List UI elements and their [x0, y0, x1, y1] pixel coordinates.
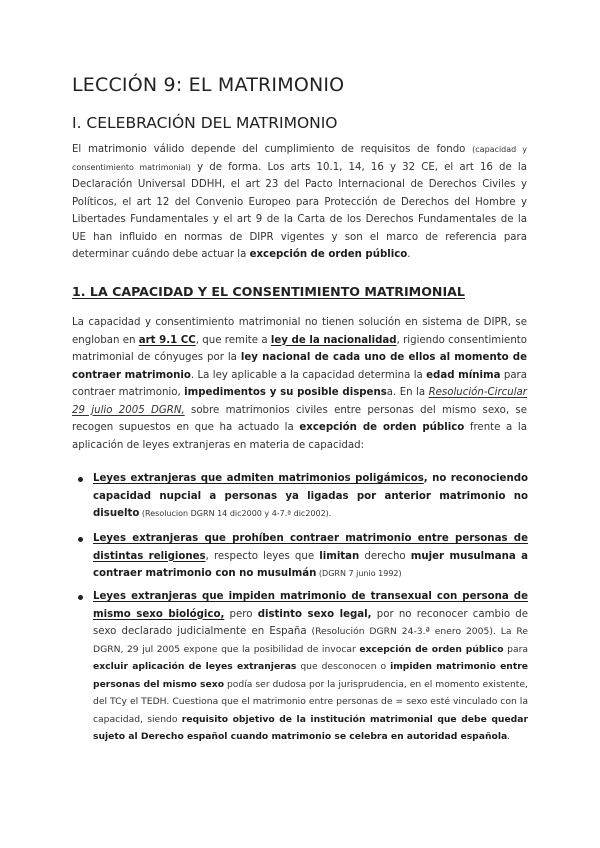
bullet-heading: Leyes extranjeras que prohíben contraer matrimonio entre personas de distintas religiones — [93, 533, 528, 562]
resolution-reference: Resolución-Circular 29 julio 2005 DGRN, — [72, 387, 527, 416]
lesson-title: LECCIÓN 9: EL MATRIMONIO — [72, 74, 345, 96]
intro-paragraph — [72, 141, 527, 264]
bullet-text: podía ser dudosa por la jurisprudencia, en el momento existente, del TCy el TEDH. Cuestiona que el matrimonio entre personas de = sexo esté vinculado con la capacidad, siendo — [93, 678, 528, 725]
bullet-emphasis: requisito objetivo de la institución matrimonial que debe quedar sujeto al Derecho español cuando matrimonio se celebra en autoridad española — [93, 713, 528, 742]
bullet-emphasis: mujer musulmana a contraer matrimonio con no musulmán — [93, 550, 529, 579]
capacity-emphasis: art 9.1 CC — [138, 334, 196, 346]
capacity-emphasis: ley nacional de cada uno de ellos al momento de contraer matrimonio — [72, 352, 527, 381]
intro-text: y de forma. Los arts 10.1, 14, 16 y 32 CE, el art 16 de la Declaración Universal DDHH, el art 23 del Pacto Internacional de Derechos Civiles y Políticos, el art 12 del Convenio Europeo para Protección de Derechos del Hombre y Libertades Fundamentales y el art 9 de la Carta de los Derechos Fundamentales de la UE han influido en normas de DIPR vigentes y son el marco de referencia para determinar cuándo debe actuar la — [72, 161, 527, 260]
list-item — [78, 588, 528, 746]
bullet-list — [78, 470, 528, 523]
bullet-text: que desconocen o — [296, 661, 391, 672]
capacity-emphasis: impedimentos y su posible dispens — [184, 387, 387, 398]
intro-emphasis: excepción de orden público — [249, 249, 408, 260]
capacity-emphasis: edad mínima — [426, 369, 501, 381]
capacity-text: . La ley aplicable a la capacidad determina la — [190, 369, 427, 381]
bullet-emphasis: excluir aplicación de leyes extranjeras — [93, 661, 297, 672]
bullet-emphasis: , no reconociendo capacidad nupcial a personas ya ligadas por anterior matrimonio no disuelto — [93, 473, 528, 519]
bullet-text: derecho — [359, 550, 411, 562]
capacity-text: frente a la aplicación de leyes extranjeras en materia de capacidad: — [72, 422, 527, 451]
bullet-list — [78, 588, 528, 746]
bullet-emphasis: limitan — [319, 550, 360, 562]
bullet-heading: Leyes extranjeras que admiten matrimonios poligámicos — [93, 473, 424, 484]
bullet-text: . — [507, 731, 511, 742]
capacity-paragraph — [72, 314, 527, 454]
bullet-text — [93, 626, 528, 742]
bullet-emphasis: excepción de orden público — [359, 643, 504, 655]
bullet-text: , respecto leyes que — [205, 550, 320, 562]
bullet-list — [78, 530, 528, 583]
bullet-heading: Leyes extranjeras que impiden matrimonio de transexual con persona de mismo sexo biológico, — [93, 591, 528, 620]
list-item — [78, 530, 528, 583]
bullet-citation: (DGRN 7 junio 1992) — [316, 569, 402, 578]
bullet-text: para — [503, 643, 529, 655]
capacity-text: , rigiendo consentimiento matrimonial de cónyuges por la — [72, 334, 527, 363]
capacity-text: para contraer matrimonio, — [72, 369, 527, 398]
bullet-text: (Resolución DGRN 24-3.ª enero 2005). La Re DGRN, 29 jul 2005 expone que la posibilidad de invocar — [93, 626, 528, 655]
capacity-text: , que remite a — [195, 334, 271, 346]
bullet-text: por no reconocer cambio de sexo declarado judicialmente en España — [93, 608, 528, 637]
section-heading: I. CELEBRACIÓN DEL MATRIMONIO — [72, 114, 338, 132]
capacity-text: La capacidad y consentimiento matrimonial no tienen solución en sistema de DIPR, se engloban en — [72, 317, 527, 346]
subsection-heading: 1. LA CAPACIDAD Y EL CONSENTIMIENTO MATRIMONIAL — [72, 284, 465, 299]
intro-text: . — [407, 249, 411, 260]
bullet-citation: (Resolucion DGRN 14 dic2000 y 4-7.ª dic2002). — [139, 509, 332, 518]
capacity-emphasis: excepción de orden público — [299, 422, 465, 433]
list-item — [78, 470, 528, 523]
capacity-text: a. En la — [386, 387, 429, 398]
intro-text: El matrimonio válido depende del cumplimiento de requisitos de fondo — [72, 144, 466, 155]
bullet-emphasis: impiden matrimonio entre personas del mismo sexo — [93, 661, 528, 690]
intro-aside: (capacidad y consentimiento matrimonial) — [72, 145, 528, 172]
capacity-text: sobre matrimonios civiles entre personas del mismo sexo, se recogen supuestos en que ha actuado la — [72, 404, 528, 433]
bullet-emphasis: distinto sexo legal, — [257, 608, 372, 620]
bullet-text: pero — [224, 608, 258, 620]
capacity-emphasis: ley de la nacionalidad — [270, 334, 397, 346]
